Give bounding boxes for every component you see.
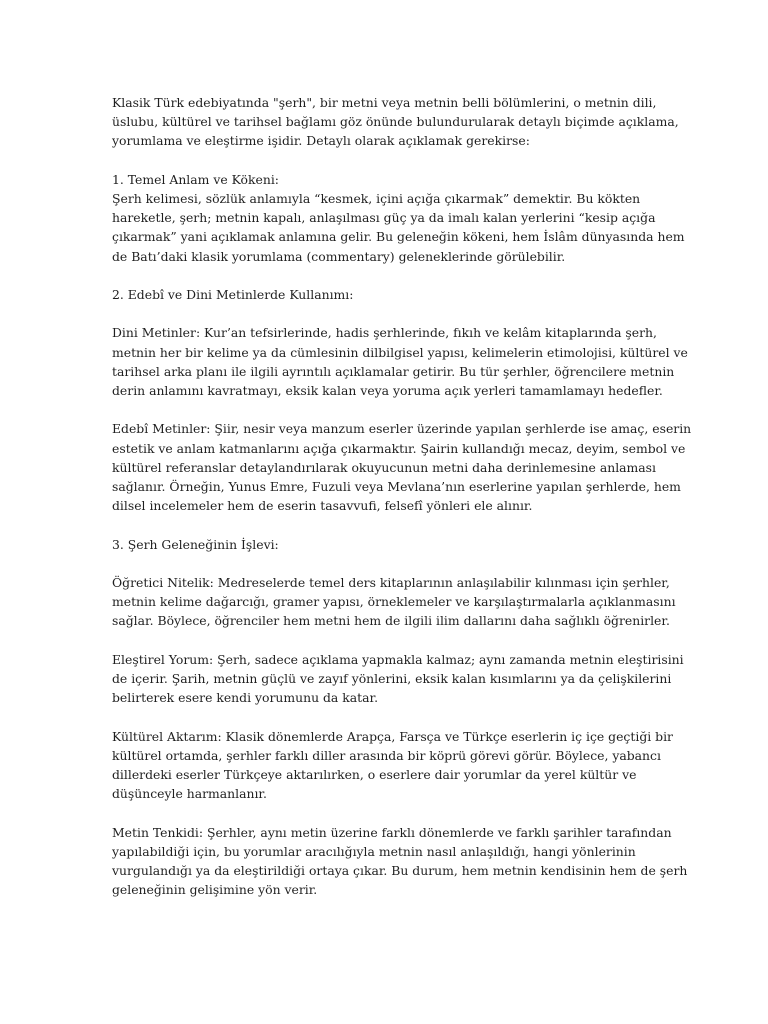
text-line: Metin Tenkidi: Şerhler, aynı metin üzerine farklı dönemlerde ve farklı şarihler tarafından bbox=[112, 824, 672, 840]
section-2-heading-block bbox=[112, 285, 657, 304]
text-line: düşünceyle harmanlanır. bbox=[112, 786, 267, 802]
section-2-heading: 2. Edebî ve Dini Metinlerde Kullanımı: bbox=[112, 287, 354, 302]
text-line: de içerir. Şarih, metnin güçlü ve zayıf yönlerini, eksik kalan kısımlarını ya da çelişkilerini bbox=[112, 670, 672, 686]
text-line: tarihsel arka planı ile ilgili ayrıntılı açıklamalar getirir. Bu tür şerhler, öğrencilere metnin bbox=[112, 363, 675, 379]
text-line: vurgulandığı ya da eleştirildiği ortaya çıkar. Bu durum, hem metnin kendisinin hem de şerh bbox=[112, 862, 688, 878]
text-line: Kültürel Aktarım: Klasik dönemlerde Arapça, Farsça ve Türkçe eserlerin iç içe geçtiği bir bbox=[112, 728, 673, 744]
text-line: Dini Metinler: Kur’an tefsirlerinde, hadis şerhlerinde, fıkıh ve kelâm kitaplarında şerh, bbox=[112, 325, 657, 341]
text-line: yorumlama ve eleştirme işidir. Detaylı olarak açıklamak gerekirse: bbox=[112, 133, 530, 149]
text-line: metnin kelime dağarcığı, gramer yapısı, örneklemeler ve karşılaştırmalarla açıklanmasını bbox=[112, 594, 676, 610]
text-line: Edebî Metinler: Şiir, nesir veya manzum eserler üzerinde yapılan şerhlerde ise amaç, eserin bbox=[112, 421, 692, 437]
text-line: üslubu, kültürel ve tarihsel bağlamı göz önünde bulundurularak detaylı biçimde açıklama, bbox=[112, 114, 679, 130]
document-page bbox=[112, 93, 692, 899]
text-line: sağlanır. Örneğin, Yunus Emre, Fuzuli veya Mevlana’nın eserlerine yapılan şerhlerde, hem bbox=[112, 479, 681, 494]
text-line: Öğretici Nitelik: Medreselerde temel ders kitaplarının anlaşılabilir kılınması için şerhler, bbox=[112, 574, 670, 590]
text-line: Şerh kelimesi, sözlük anlamıyla “kesmek, içini açığa çıkarmak” demektir. Bu kökten bbox=[112, 191, 641, 206]
text-line: kültürel ortamda, şerhler farklı diller arasında bir köprü görevi görür. Böylece, yabancı bbox=[112, 747, 661, 763]
text-line: Eleştirel Yorum: Şerh, sadece açıklama yapmakla kalmaz; aynı zamanda metnin eleştirisini bbox=[112, 651, 684, 667]
kulturel-aktarim-paragraph bbox=[112, 727, 673, 804]
text-line: dilsel incelemeler hem de eserin tasavvufi, felsefî yönleri ele alınır. bbox=[112, 498, 533, 514]
text-line: dillerdeki eserler Türkçeye aktarılırken, o eserlere dair yorumlar da yerel kültür ve bbox=[112, 766, 637, 782]
edebi-metinler-paragraph bbox=[112, 419, 692, 515]
elestirel-yorum-paragraph bbox=[112, 650, 684, 708]
section-1-heading: 1. Temel Anlam ve Kökeni: bbox=[112, 171, 279, 187]
section-3-heading-block bbox=[112, 535, 657, 554]
text-line: Klasik Türk edebiyatında "şerh", bir metni veya metnin belli bölümlerini, o metnin dili, bbox=[112, 95, 657, 110]
text-line: çıkarmak” yani açıklamak anlamına gelir. Bu geleneğin kökeni, hem İslâm dünyasında hem bbox=[112, 229, 685, 245]
text-line: yapılabildiği için, bu yorumlar aracılığıyla metnin nasıl anlaşıldığı, hangi yönlerinin bbox=[112, 843, 636, 859]
dini-metinler-paragraph bbox=[112, 323, 688, 400]
section-1 bbox=[112, 170, 685, 266]
text-line: kültürel referanslar detaylandırılarak okuyucunun metni daha derinlemesine anlaması bbox=[112, 459, 657, 475]
ogretici-nitelik-paragraph bbox=[112, 573, 676, 631]
intro-paragraph bbox=[112, 93, 679, 151]
text-line: derin anlamını kavratmayı, eksik kalan veya yoruma açık yerleri tamamlamayı hedefler. bbox=[112, 383, 663, 398]
text-line: belirterek esere kendi yorumunu da katar. bbox=[112, 690, 379, 706]
text-line: hareketle, şerh; metnin kapalı, anlaşılması güç ya da imalı kalan yerlerini “kesip açığa bbox=[112, 210, 656, 226]
text-line: geleneğinin gelişimine yön verir. bbox=[112, 882, 318, 898]
text-line: sağlar. Böylece, öğrenciler hem metni hem de ilgili ilim dallarını daha sağlıklı öğrenirler. bbox=[112, 613, 670, 629]
text-line: estetik ve anlam katmanlarını açığa çıkarmaktır. Şairin kullandığı mecaz, deyim, sembol ve bbox=[112, 440, 686, 456]
text-line: metnin her bir kelime ya da cümlesinin dilbilgisel yapısı, kelimelerin etimolojisi, kültürel ve bbox=[112, 344, 688, 360]
text-line: de Batı’daki klasik yorumlama (commentary) geleneklerinde görülebilir. bbox=[112, 248, 566, 264]
metin-tenkidi-paragraph bbox=[112, 823, 688, 900]
section-3-heading: 3. Şerh Geleneğinin İşlevi: bbox=[112, 536, 279, 552]
